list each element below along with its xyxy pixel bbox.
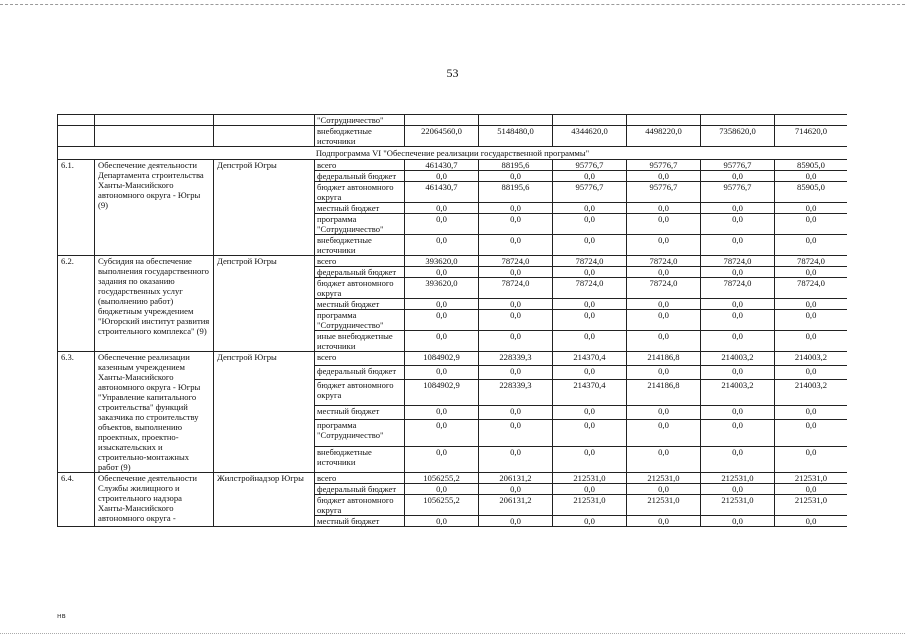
amount-cell: 0,0	[627, 516, 701, 527]
amount-cell	[627, 115, 701, 126]
amount-cell: 0,0	[405, 267, 479, 278]
amount-cell: 0,0	[479, 203, 553, 214]
amount-cell: 85905,0	[775, 182, 848, 203]
program-number-cell	[58, 126, 95, 147]
amount-cell: 0,0	[405, 331, 479, 352]
budget-table-container	[57, 114, 847, 614]
amount-cell: 95776,7	[627, 182, 701, 203]
amount-cell	[701, 115, 775, 126]
amount-cell: 393620,0	[405, 278, 479, 299]
funding-source-cell: внебюджетные источники	[315, 235, 405, 256]
program-name-cell: Субсидия на обеспечение выполнения государственного задания по оказанию государственных услуг (выполнению работ) бюджетным учреждением "Югорский институт развития строительного комплекса" (9)	[95, 256, 214, 352]
amount-cell: 95776,7	[553, 160, 627, 171]
amount-cell: 461430,7	[405, 182, 479, 203]
amount-cell: 212531,0	[627, 495, 701, 516]
amount-cell: 0,0	[553, 516, 627, 527]
amount-cell: 0,0	[479, 235, 553, 256]
program-number-cell: 6.3.	[58, 352, 95, 473]
amount-cell: 1084902,9	[405, 352, 479, 366]
amount-cell: 214186,8	[627, 352, 701, 366]
amount-cell: 214186,8	[627, 379, 701, 405]
amount-cell: 78724,0	[553, 278, 627, 299]
amount-cell: 0,0	[775, 235, 848, 256]
amount-cell: 0,0	[405, 365, 479, 379]
amount-cell: 0,0	[405, 420, 479, 446]
table-row	[58, 256, 848, 267]
amount-cell: 461430,7	[405, 160, 479, 171]
amount-cell: 0,0	[479, 420, 553, 446]
amount-cell: 0,0	[479, 516, 553, 527]
amount-cell: 214370,4	[553, 352, 627, 366]
amount-cell: 0,0	[479, 310, 553, 331]
amount-cell: 0,0	[627, 331, 701, 352]
funding-source-cell: всего	[315, 160, 405, 171]
amount-cell: 95776,7	[553, 182, 627, 203]
executor-cell	[214, 126, 315, 147]
amount-cell: 0,0	[479, 171, 553, 182]
amount-cell: 0,0	[701, 516, 775, 527]
amount-cell: 4498220,0	[627, 126, 701, 147]
amount-cell: 0,0	[775, 171, 848, 182]
funding-source-cell: федеральный бюджет	[315, 484, 405, 495]
amount-cell: 0,0	[701, 310, 775, 331]
amount-cell: 78724,0	[553, 256, 627, 267]
amount-cell: 214003,2	[701, 379, 775, 405]
funding-source-cell: федеральный бюджет	[315, 267, 405, 278]
funding-source-cell: иные внебюджетные источники	[315, 331, 405, 352]
budget-table-body	[58, 115, 848, 527]
funding-source-cell: местный бюджет	[315, 203, 405, 214]
amount-cell: 0,0	[479, 484, 553, 495]
amount-cell: 0,0	[479, 406, 553, 420]
amount-cell: 206131,2	[479, 473, 553, 484]
executor-cell: Жилстройнадзор Югры	[214, 473, 315, 527]
amount-cell: 0,0	[479, 331, 553, 352]
funding-source-cell: федеральный бюджет	[315, 171, 405, 182]
program-name-cell	[95, 126, 214, 147]
amount-cell	[479, 115, 553, 126]
amount-cell: 7358620,0	[701, 126, 775, 147]
amount-cell: 0,0	[405, 235, 479, 256]
amount-cell: 0,0	[701, 420, 775, 446]
footer-mark: нв	[57, 612, 66, 620]
amount-cell: 0,0	[627, 484, 701, 495]
executor-cell	[214, 115, 315, 126]
amount-cell: 0,0	[405, 214, 479, 235]
amount-cell: 0,0	[701, 406, 775, 420]
amount-cell: 95776,7	[701, 182, 775, 203]
funding-source-cell: местный бюджет	[315, 516, 405, 527]
amount-cell: 228339,3	[479, 352, 553, 366]
funding-source-cell: всего	[315, 473, 405, 484]
amount-cell: 212531,0	[775, 495, 848, 516]
amount-cell: 0,0	[775, 203, 848, 214]
table-row	[58, 126, 848, 147]
scan-edge-bottom	[0, 633, 905, 634]
amount-cell: 0,0	[405, 484, 479, 495]
program-number-cell: 6.1.	[58, 160, 95, 256]
amount-cell: 1084902,9	[405, 379, 479, 405]
amount-cell: 95776,7	[701, 160, 775, 171]
amount-cell: 214370,4	[553, 379, 627, 405]
amount-cell: 0,0	[405, 299, 479, 310]
amount-cell: 0,0	[775, 420, 848, 446]
amount-cell: 0,0	[627, 235, 701, 256]
amount-cell: 0,0	[701, 446, 775, 472]
amount-cell: 393620,0	[405, 256, 479, 267]
amount-cell: 0,0	[775, 406, 848, 420]
amount-cell: 0,0	[775, 299, 848, 310]
amount-cell: 0,0	[553, 446, 627, 472]
amount-cell: 0,0	[701, 484, 775, 495]
table-row	[58, 473, 848, 484]
amount-cell: 22064560,0	[405, 126, 479, 147]
amount-cell: 0,0	[553, 484, 627, 495]
amount-cell: 0,0	[479, 267, 553, 278]
budget-table	[57, 114, 847, 527]
amount-cell: 0,0	[701, 267, 775, 278]
amount-cell: 714620,0	[775, 126, 848, 147]
amount-cell	[553, 115, 627, 126]
amount-cell: 0,0	[405, 203, 479, 214]
amount-cell: 0,0	[627, 406, 701, 420]
amount-cell: 212531,0	[701, 473, 775, 484]
amount-cell: 0,0	[627, 446, 701, 472]
amount-cell: 0,0	[553, 267, 627, 278]
funding-source-cell: программа "Сотрудничество"	[315, 214, 405, 235]
executor-cell: Депстрой Югры	[214, 256, 315, 352]
amount-cell: 0,0	[405, 171, 479, 182]
amount-cell: 88195,6	[479, 182, 553, 203]
funding-source-cell: бюджет автономного округа	[315, 495, 405, 516]
amount-cell: 228339,3	[479, 379, 553, 405]
amount-cell: 0,0	[775, 310, 848, 331]
amount-cell: 212531,0	[775, 473, 848, 484]
amount-cell: 0,0	[553, 214, 627, 235]
amount-cell: 0,0	[553, 171, 627, 182]
amount-cell: 0,0	[701, 365, 775, 379]
amount-cell: 0,0	[405, 406, 479, 420]
amount-cell: 5148480,0	[479, 126, 553, 147]
amount-cell: 0,0	[553, 203, 627, 214]
funding-source-cell: федеральный бюджет	[315, 365, 405, 379]
amount-cell: 0,0	[553, 406, 627, 420]
amount-cell: 0,0	[405, 446, 479, 472]
amount-cell: 78724,0	[479, 256, 553, 267]
program-number-cell: 6.2.	[58, 256, 95, 352]
amount-cell: 0,0	[553, 310, 627, 331]
funding-source-cell: всего	[315, 256, 405, 267]
amount-cell: 0,0	[553, 331, 627, 352]
funding-source-cell: местный бюджет	[315, 406, 405, 420]
amount-cell: 0,0	[405, 516, 479, 527]
amount-cell: 78724,0	[627, 278, 701, 299]
amount-cell: 214003,2	[701, 352, 775, 366]
amount-cell: 0,0	[479, 299, 553, 310]
amount-cell: 95776,7	[627, 160, 701, 171]
amount-cell: 0,0	[627, 203, 701, 214]
scan-edge-top	[0, 4, 905, 5]
amount-cell: 212531,0	[627, 473, 701, 484]
amount-cell: 0,0	[775, 267, 848, 278]
amount-cell: 0,0	[701, 214, 775, 235]
executor-cell: Депстрой Югры	[214, 352, 315, 473]
funding-source-cell: "Сотрудничество"	[315, 115, 405, 126]
program-number-cell: 6.4.	[58, 473, 95, 527]
amount-cell: 0,0	[405, 310, 479, 331]
amount-cell: 0,0	[553, 365, 627, 379]
amount-cell: 0,0	[479, 446, 553, 472]
amount-cell: 78724,0	[701, 256, 775, 267]
amount-cell: 0,0	[775, 484, 848, 495]
amount-cell: 214003,2	[775, 352, 848, 366]
table-row	[58, 160, 848, 171]
amount-cell: 78724,0	[627, 256, 701, 267]
amount-cell: 0,0	[627, 299, 701, 310]
funding-source-cell: бюджет автономного округа	[315, 379, 405, 405]
amount-cell: 88195,6	[479, 160, 553, 171]
amount-cell: 78724,0	[775, 278, 848, 299]
amount-cell: 0,0	[775, 214, 848, 235]
amount-cell: 0,0	[479, 214, 553, 235]
amount-cell: 85905,0	[775, 160, 848, 171]
amount-cell: 0,0	[775, 516, 848, 527]
program-number-cell	[58, 115, 95, 126]
subprogram-header-row	[58, 147, 848, 160]
executor-cell: Депстрой Югры	[214, 160, 315, 256]
amount-cell	[775, 115, 848, 126]
amount-cell: 0,0	[553, 420, 627, 446]
program-name-cell: Обеспечение деятельности Департамента строительства Ханты-Мансийского автономного округа - Югры (9)	[95, 160, 214, 256]
amount-cell: 1056255,2	[405, 473, 479, 484]
program-name-cell: Обеспечение реализации казенным учреждением Ханты-Мансийского автономного округа - Югры "Управление капитального строительства" функций заказчика по строительству объектов, выполнению проектных, проектно-изыскательских и строительно-монтажных работ (9)	[95, 352, 214, 473]
amount-cell: 0,0	[701, 235, 775, 256]
funding-source-cell: внебюджетные источники	[315, 446, 405, 472]
amount-cell: 0,0	[775, 331, 848, 352]
amount-cell: 0,0	[627, 214, 701, 235]
amount-cell: 1056255,2	[405, 495, 479, 516]
amount-cell: 0,0	[627, 267, 701, 278]
table-row	[58, 115, 848, 126]
table-row	[58, 352, 848, 366]
amount-cell: 0,0	[479, 365, 553, 379]
amount-cell: 0,0	[627, 365, 701, 379]
amount-cell: 0,0	[701, 299, 775, 310]
amount-cell: 0,0	[553, 235, 627, 256]
amount-cell: 212531,0	[553, 473, 627, 484]
amount-cell: 78724,0	[479, 278, 553, 299]
funding-source-cell: внебюджетные источники	[315, 126, 405, 147]
amount-cell: 0,0	[701, 203, 775, 214]
amount-cell: 214003,2	[775, 379, 848, 405]
amount-cell: 0,0	[553, 299, 627, 310]
amount-cell: 78724,0	[775, 256, 848, 267]
amount-cell: 0,0	[627, 420, 701, 446]
amount-cell: 0,0	[701, 331, 775, 352]
amount-cell	[405, 115, 479, 126]
funding-source-cell: бюджет автономного округа	[315, 278, 405, 299]
page-number: 53	[446, 66, 459, 80]
amount-cell: 212531,0	[553, 495, 627, 516]
funding-source-cell: местный бюджет	[315, 299, 405, 310]
amount-cell: 4344620,0	[553, 126, 627, 147]
amount-cell: 206131,2	[479, 495, 553, 516]
amount-cell: 0,0	[627, 310, 701, 331]
funding-source-cell: всего	[315, 352, 405, 366]
program-name-cell	[95, 115, 214, 126]
amount-cell: 78724,0	[701, 278, 775, 299]
funding-source-cell: программа "Сотрудничество"	[315, 310, 405, 331]
funding-source-cell: программа "Сотрудничество"	[315, 420, 405, 446]
amount-cell: 0,0	[701, 171, 775, 182]
amount-cell: 0,0	[627, 171, 701, 182]
funding-source-cell: бюджет автономного округа	[315, 182, 405, 203]
amount-cell: 0,0	[775, 446, 848, 472]
program-name-cell: Обеспечение деятельности Службы жилищного и строительного надзора Ханты-Мансийского автономного округа -	[95, 473, 214, 527]
amount-cell: 212531,0	[701, 495, 775, 516]
subprogram-title: Подпрограмма VI "Обеспечение реализации государственной программы"	[58, 147, 848, 160]
amount-cell: 0,0	[775, 365, 848, 379]
